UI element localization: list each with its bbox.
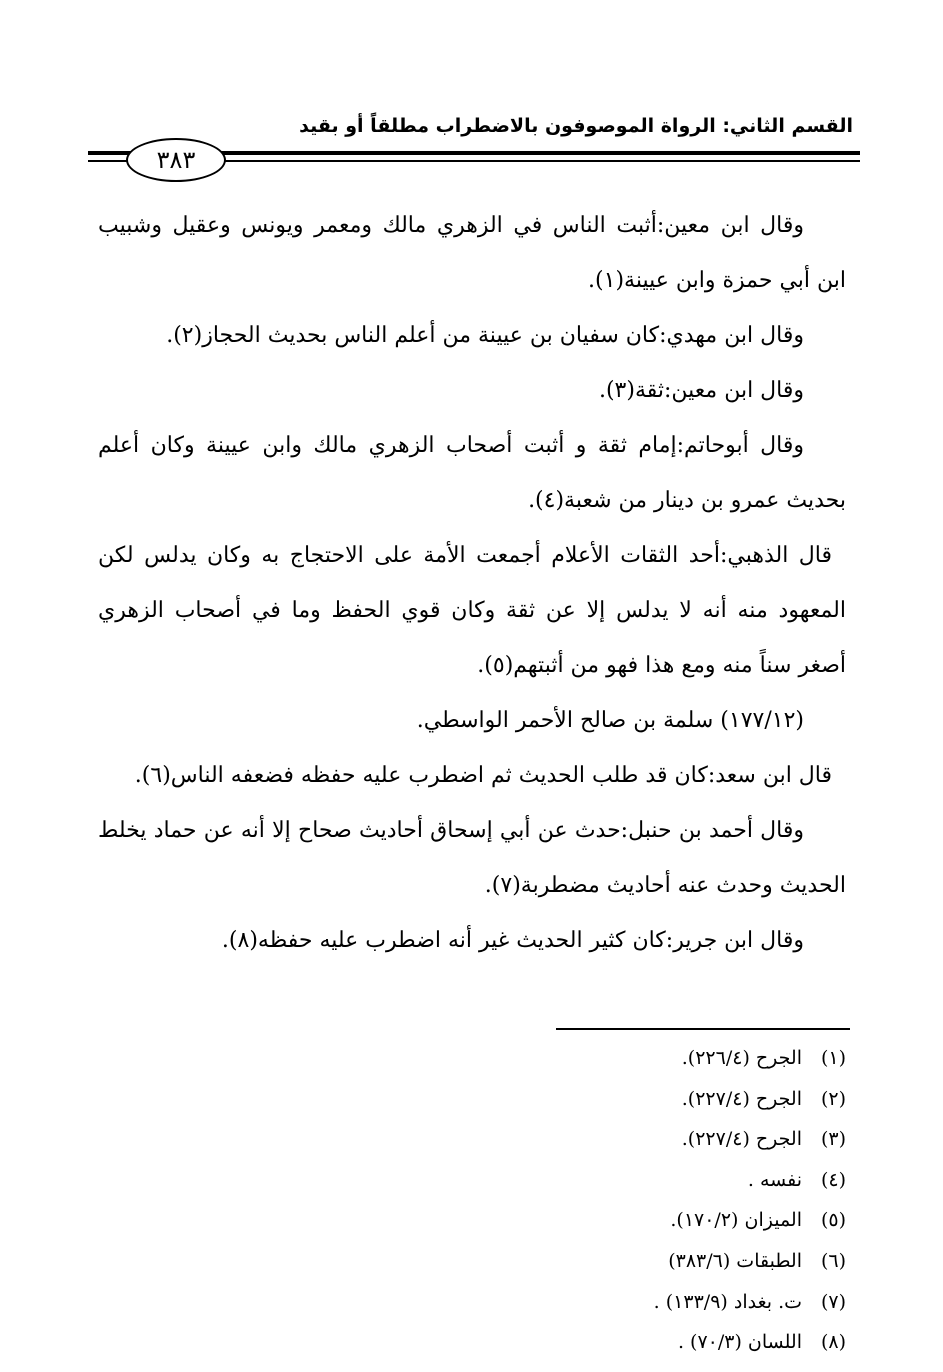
footnote	[446, 1119, 846, 1160]
footnote-text: الميزان (١٧٠/٢).	[670, 1209, 802, 1232]
footnote-number: (٤)	[820, 1168, 846, 1191]
footnote-text: الطبقات (٣٨٣/٦)	[668, 1249, 802, 1272]
footnote	[446, 1282, 846, 1323]
paragraph: وقال أحمد بن حنبل:حدث عن أبي إسحاق أحاديث صحاح إلا أنه عن حماد يخلط الحديث وحدث عنه أحاديث مضطربة(٧).	[98, 818, 846, 898]
footnote-text: الجرح (٢٢٦/٤).	[681, 1047, 802, 1069]
footnote-text: الجرح (٢٢٧/٤).	[681, 1087, 802, 1110]
footnote-number: (٦)	[820, 1249, 846, 1272]
entry-heading: (١٧٧/١٢) سلمة بن صالح الأحمر الواسطي.	[416, 708, 804, 733]
footnote-text: ت. بغداد (١٣٣/٩) .	[653, 1290, 802, 1313]
footnote-text: نفسه .	[747, 1168, 802, 1191]
footnote	[446, 1200, 846, 1241]
paragraph: وقال ابن جرير:كان كثير الحديث غير أنه اضطرب عليه حفظه(٨).	[221, 928, 804, 953]
footnote-number: (٣)	[820, 1128, 846, 1151]
footnote	[446, 1079, 846, 1120]
footnote	[446, 1241, 846, 1282]
footnotes	[446, 1038, 846, 1363]
paragraph: وقال ابن معين:أثبت الناس في الزهري مالك ومعمر ويونس وعقيل وشبيب ابن أبي حمزة وابن عيينة(١).	[98, 213, 846, 293]
paragraph: وقال ابن معين:ثقة(٣).	[598, 378, 804, 403]
running-title: القسم الثاني: الرواة الموصوفون بالاضطراب مطلقاً أو بقيد	[299, 115, 853, 137]
footnote	[446, 1322, 846, 1363]
paragraph: وقال ابن مهدي:كان سفيان بن عيينة من أعلم الناس بحديث الحجاز(٢).	[166, 323, 804, 348]
main-text	[98, 198, 846, 968]
footnote-number: (٨)	[820, 1331, 846, 1354]
footnote-separator	[556, 1028, 850, 1030]
footnote-text: الجرح (٢٢٧/٤).	[681, 1128, 802, 1151]
footnote-text: اللسان (٧٠/٣) .	[677, 1331, 802, 1354]
paragraph: وقال أبوحاتم:إمام ثقة و أثبت أصحاب الزهري مالك وابن عيينة وكان أعلم بحديث عمرو بن دينار من شعبة(٤).	[98, 433, 846, 513]
footnote-number: (٢)	[820, 1087, 846, 1110]
page-number: ٣٨٣	[126, 138, 226, 182]
paragraph: قال ابن سعد:كان قد طلب الحديث ثم اضطرب عليه حفظه فضعفه الناس(٦).	[134, 763, 832, 788]
footnote-number: (٥)	[820, 1209, 846, 1232]
footnote	[446, 1160, 846, 1201]
footnote	[446, 1038, 846, 1079]
paragraph: قال الذهبي:أحد الثقات الأعلام أجمعت الأمة على الاحتجاج به وكان يدلس لكن المعهود منه أنه لا يدلس إلا عن ثقة وكان قوي الحفظ وما في أصحاب الزهري أصغر سناً منه ومع هذا فهو من أثبتهم(٥).	[98, 543, 846, 678]
footnote-number: (٧)	[820, 1290, 846, 1313]
footnote-number: (١)	[820, 1047, 846, 1069]
